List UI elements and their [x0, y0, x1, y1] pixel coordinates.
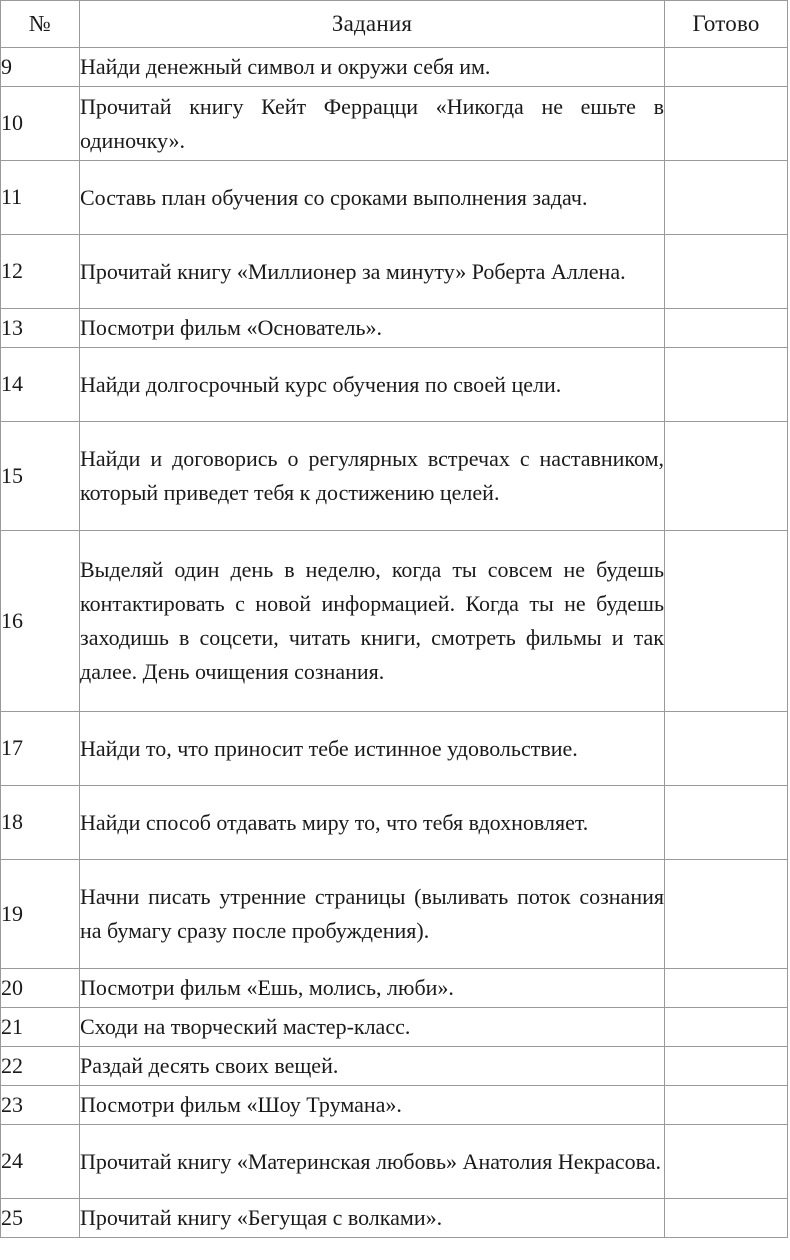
task-text-cell: [80, 235, 665, 309]
row-number-cell: 23: [1, 1086, 80, 1125]
row-number-cell: 15: [1, 422, 80, 531]
task-text-cell: [80, 1199, 665, 1238]
table-row: [1, 1125, 788, 1199]
task-text-cell: [80, 712, 665, 786]
done-checkbox-cell[interactable]: [665, 309, 788, 348]
done-checkbox-cell[interactable]: [665, 531, 788, 712]
task-text: Найди то, что приносит тебе истинное удовольствие.: [80, 735, 578, 761]
done-checkbox-cell[interactable]: [665, 786, 788, 860]
done-checkbox-cell[interactable]: [665, 860, 788, 969]
row-number-cell: 14: [1, 348, 80, 422]
done-checkbox-cell[interactable]: [665, 87, 788, 161]
table-row: [1, 1047, 788, 1086]
row-number-cell: 9: [1, 48, 80, 87]
header-row: [1, 1, 788, 48]
task-text: Найди способ отдавать миру то, что тебя вдохновляет.: [80, 809, 589, 835]
done-checkbox-cell[interactable]: [665, 235, 788, 309]
task-text: Найди денежный символ и окружи себя им.: [80, 54, 491, 79]
done-checkbox-cell[interactable]: [665, 1199, 788, 1238]
column-header-number-label: №: [28, 11, 52, 36]
column-header-done-label: Готово: [692, 11, 760, 36]
table-row: [1, 48, 788, 87]
row-number-cell: 18: [1, 786, 80, 860]
done-checkbox-cell[interactable]: [665, 161, 788, 235]
column-header-task: [80, 1, 665, 48]
row-number-cell: 16: [1, 531, 80, 712]
table-row: [1, 309, 788, 348]
task-text-cell: [80, 309, 665, 348]
row-number-cell: 17: [1, 712, 80, 786]
task-text: Посмотри фильм «Шоу Трумана».: [80, 1092, 402, 1117]
row-number-cell: 24: [1, 1125, 80, 1199]
task-text-cell: [80, 786, 665, 860]
table-header: [1, 1, 788, 48]
row-number-cell: 10: [1, 87, 80, 161]
task-text: Прочитай книгу Кейт Феррацци «Никогда не ешьте в одиночку».: [80, 93, 664, 153]
column-header-task-label: Задания: [331, 11, 413, 36]
done-checkbox-cell[interactable]: [665, 48, 788, 87]
task-text: Найди долгосрочный курс обучения по своей цели.: [80, 371, 562, 397]
done-checkbox-cell[interactable]: [665, 1125, 788, 1199]
done-checkbox-cell[interactable]: [665, 348, 788, 422]
table-row: [1, 348, 788, 422]
task-text: Найди и договорись о регулярных встречах с наставником, который приведет тебя к достижению целей.: [80, 446, 664, 505]
table-row: [1, 1086, 788, 1125]
task-text-cell: [80, 87, 665, 161]
task-text: Выделяй один день в неделю, когда ты совсем не будешь контактировать с новой информацией. Когда ты не будешь заходишь в соцсети, читать книги, смотреть фильмы и так далее. День очищения сознания.: [80, 557, 664, 684]
task-text: Посмотри фильм «Основатель».: [80, 315, 383, 340]
table-row: [1, 422, 788, 531]
task-text-cell: [80, 161, 665, 235]
table-row: [1, 87, 788, 161]
row-number-cell: 21: [1, 1008, 80, 1047]
table-row: [1, 531, 788, 712]
task-text-cell: [80, 1086, 665, 1125]
task-text-cell: [80, 531, 665, 712]
task-text-cell: [80, 48, 665, 87]
done-checkbox-cell[interactable]: [665, 712, 788, 786]
done-checkbox-cell[interactable]: [665, 422, 788, 531]
row-number-cell: 20: [1, 969, 80, 1008]
task-text-cell: [80, 1047, 665, 1086]
table-body: [1, 48, 788, 1238]
task-text-cell: [80, 860, 665, 969]
table-row: [1, 860, 788, 969]
task-text-cell: [80, 1125, 665, 1199]
row-number-cell: 13: [1, 309, 80, 348]
done-checkbox-cell[interactable]: [665, 1047, 788, 1086]
table-row: [1, 161, 788, 235]
task-text: Посмотри фильм «Ешь, молись, люби».: [80, 975, 454, 1000]
table-row: [1, 969, 788, 1008]
table-row: [1, 786, 788, 860]
column-header-number: [1, 1, 80, 48]
task-text-cell: [80, 969, 665, 1008]
task-text: Прочитай книгу «Материнская любовь» Анатолия Некрасова.: [80, 1148, 662, 1174]
table-row: [1, 712, 788, 786]
task-text: Прочитай книгу «Бегущая с волками».: [80, 1205, 443, 1230]
table-row: [1, 235, 788, 309]
row-number-cell: 11: [1, 161, 80, 235]
row-number-cell: 22: [1, 1047, 80, 1086]
task-text-cell: [80, 422, 665, 531]
done-checkbox-cell[interactable]: [665, 1086, 788, 1125]
task-text: Раздай десять своих вещей.: [80, 1053, 339, 1078]
task-text: Начни писать утренние страницы (выливать поток сознания на бумагу сразу после пробуждения).: [80, 884, 664, 943]
table-row: [1, 1199, 788, 1238]
task-text: Сходи на творческий мастер-класс.: [80, 1014, 411, 1039]
row-number-cell: 25: [1, 1199, 80, 1238]
task-text-cell: [80, 1008, 665, 1047]
task-text: Составь план обучения со сроками выполнения задач.: [80, 184, 588, 210]
column-header-done: [665, 1, 788, 48]
task-text-cell: [80, 348, 665, 422]
done-checkbox-cell[interactable]: [665, 1008, 788, 1047]
done-checkbox-cell[interactable]: [665, 969, 788, 1008]
row-number-cell: 19: [1, 860, 80, 969]
task-text: Прочитай книгу «Миллионер за минуту» Роберта Аллена.: [80, 258, 626, 284]
row-number-cell: 12: [1, 235, 80, 309]
table-row: [1, 1008, 788, 1047]
